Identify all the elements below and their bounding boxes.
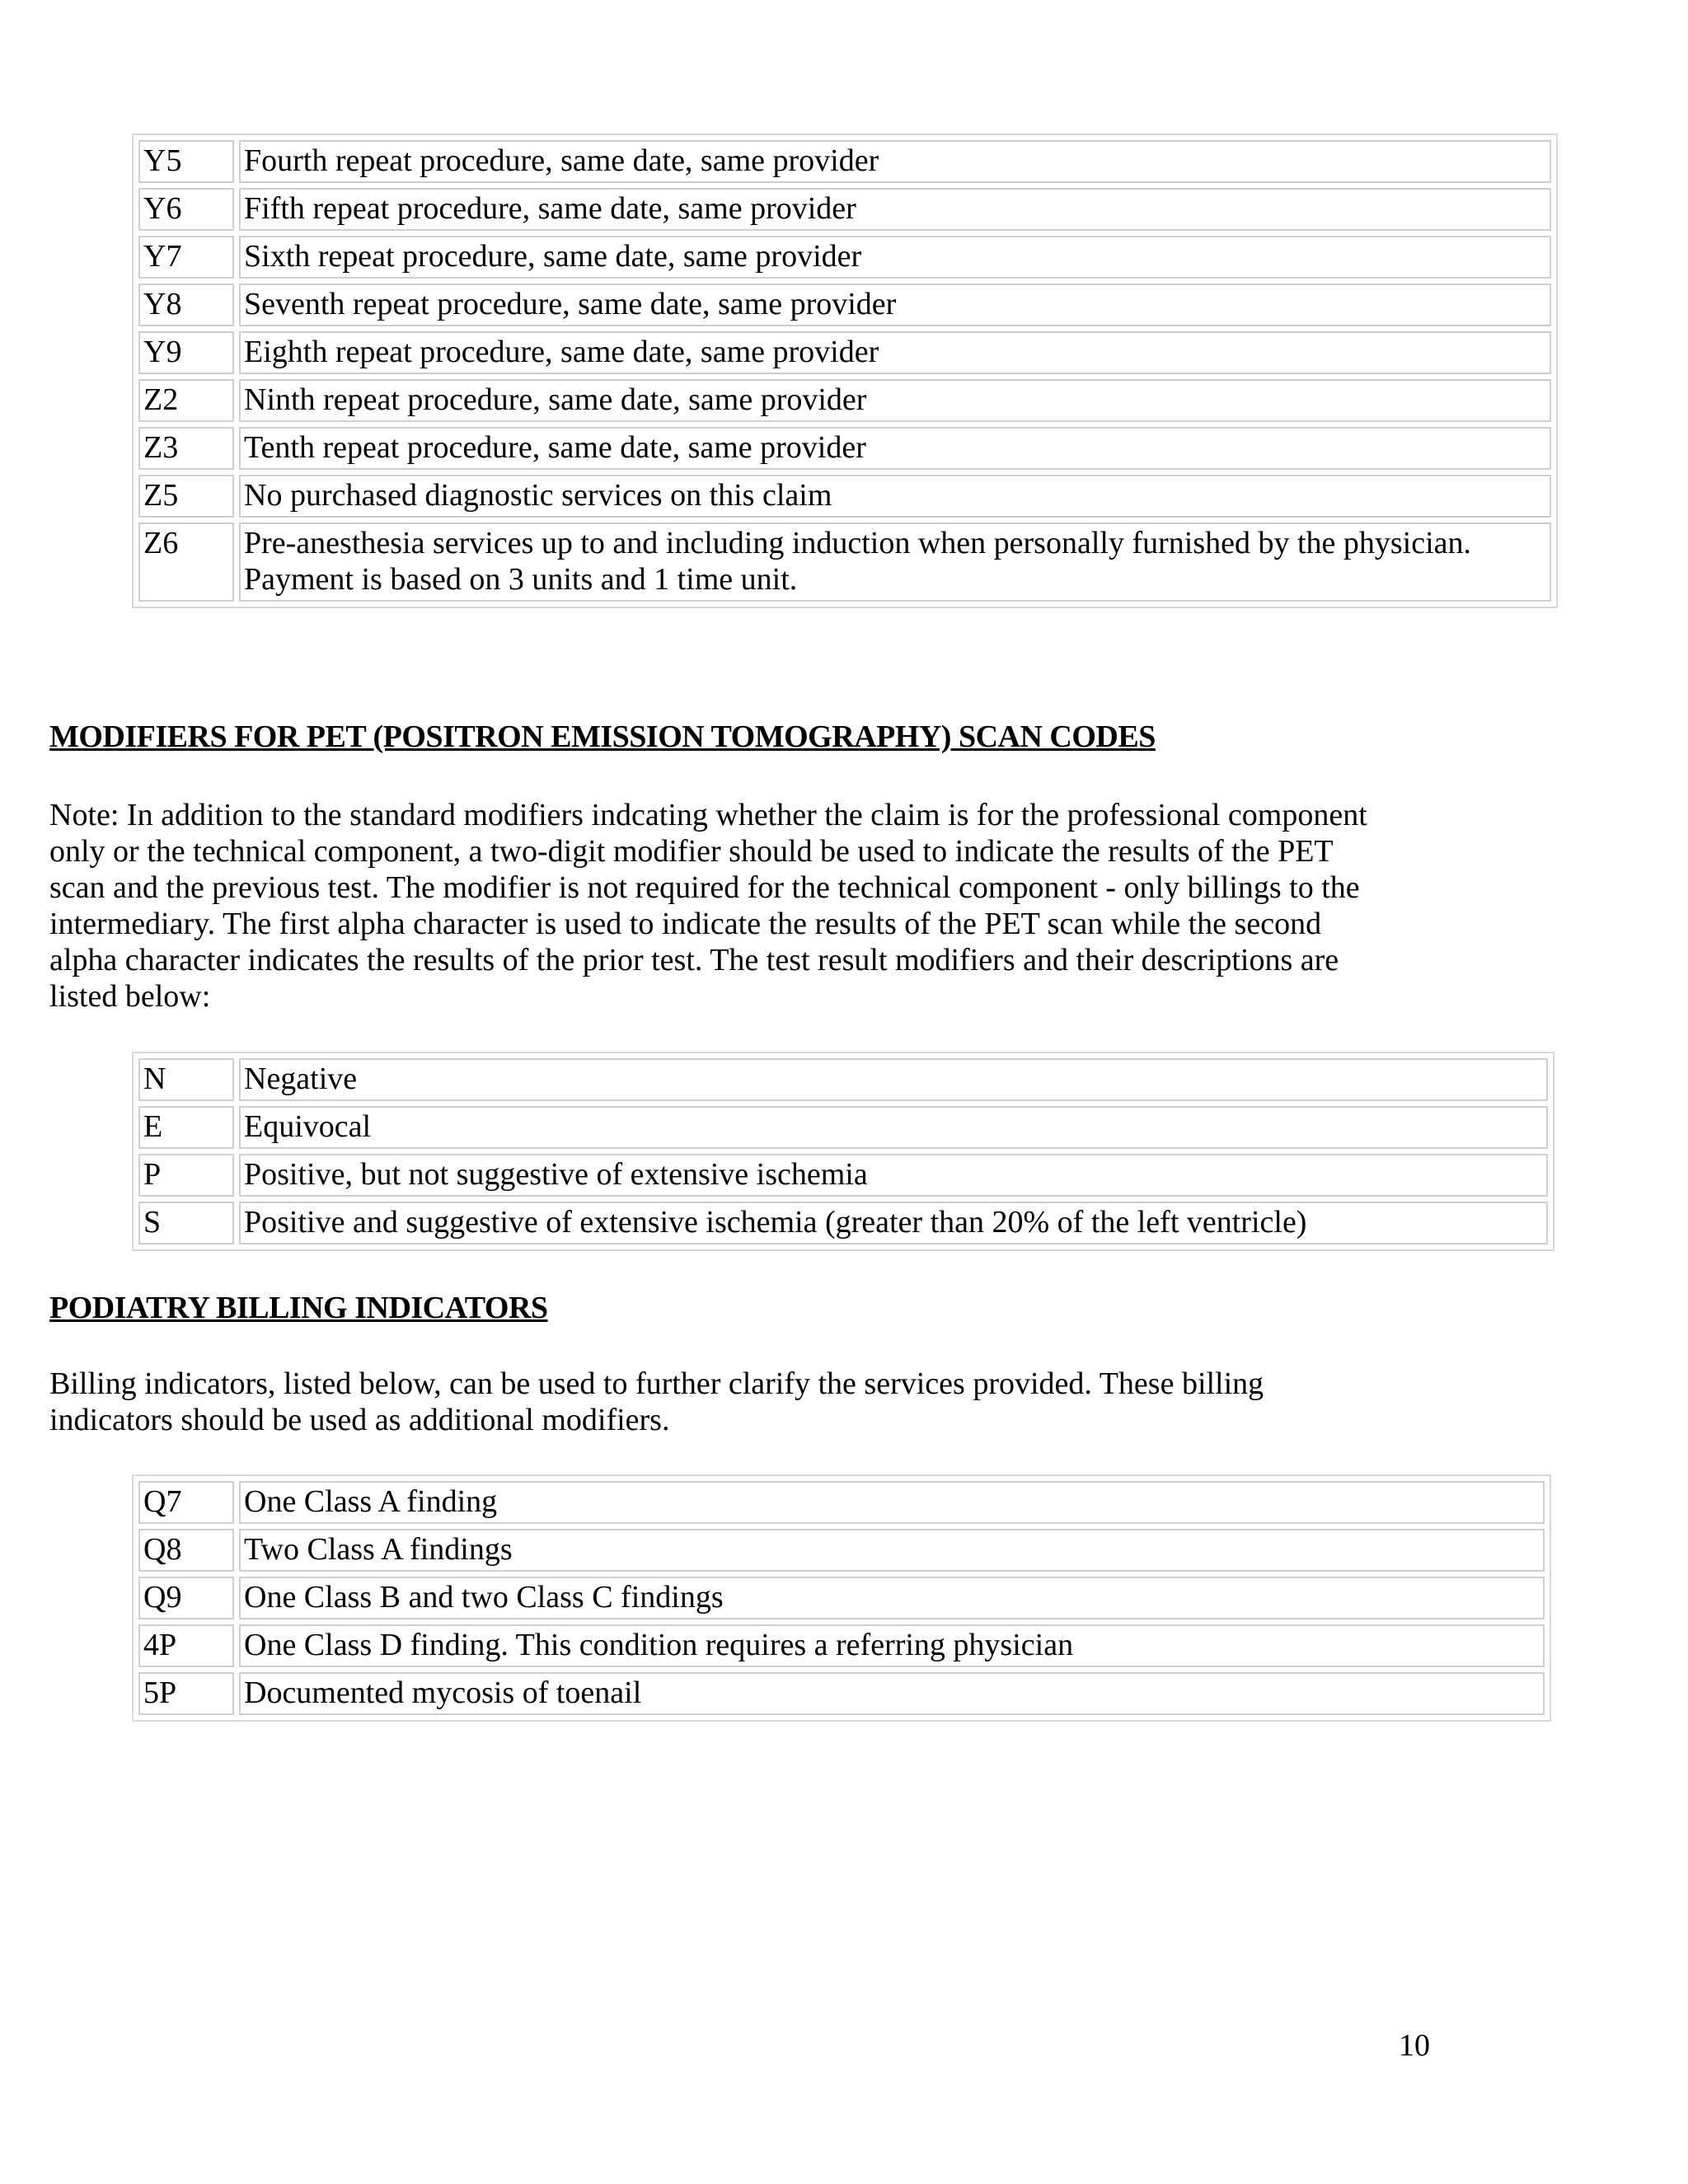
modifier-description: Seventh repeat procedure, same date, same provider [239, 284, 1551, 326]
table-row [138, 1058, 1548, 1101]
table-row [138, 1672, 1545, 1715]
table-row [138, 379, 1551, 422]
pet-modifiers-table [132, 1052, 1554, 1251]
paragraph-line: Billing indicators, listed below, can be used to further clarify the services provided. These billing [49, 1366, 1264, 1401]
modifier-code: Z3 [138, 427, 234, 470]
table-row [138, 236, 1551, 279]
modifier-description: Negative [239, 1058, 1548, 1101]
modifier-code: Y8 [138, 284, 234, 326]
modifier-code: N [138, 1058, 234, 1101]
pet-section-heading: MODIFIERS FOR PET (POSITRON EMISSION TOMOGRAPHY) SCAN CODES [49, 719, 1156, 754]
table-row [138, 1529, 1545, 1572]
table-row [138, 1577, 1545, 1619]
indicator-description: One Class B and two Class C findings [239, 1577, 1545, 1619]
table-row [138, 140, 1551, 183]
table-row [138, 1154, 1548, 1197]
indicator-description: One Class A finding [239, 1481, 1545, 1524]
paragraph-line: scan and the previous test. The modifier is not required for the technical component - only billings to the [49, 870, 1360, 905]
podiatry-section-heading: PODIATRY BILLING INDICATORS [49, 1291, 548, 1325]
table-row [138, 1106, 1548, 1149]
modifier-code: Z5 [138, 475, 234, 518]
table-row [138, 188, 1551, 231]
podiatry-indicators-table [132, 1474, 1551, 1722]
modifier-code: Z2 [138, 379, 234, 422]
table-row [138, 284, 1551, 326]
modifier-code: Y6 [138, 188, 234, 231]
modifier-code: Z6 [138, 523, 234, 602]
indicator-description: Documented mycosis of toenail [239, 1672, 1545, 1715]
modifier-code: S [138, 1202, 234, 1244]
modifier-description: Eighth repeat procedure, same date, same provider [239, 331, 1551, 374]
paragraph-line: intermediary. The first alpha character is used to indicate the results of the PET scan while the second [49, 907, 1322, 941]
modifier-code: Y7 [138, 236, 234, 279]
modifier-description: Fourth repeat procedure, same date, same provider [239, 140, 1551, 183]
paragraph-line: Note: In addition to the standard modifiers indcating whether the claim is for the professional component [49, 798, 1367, 832]
page-number: 10 [1399, 2028, 1430, 2063]
table-row [138, 331, 1551, 374]
table-row [138, 1202, 1548, 1244]
paragraph-line: only or the technical component, a two-digit modifier should be used to indicate the results of the PET [49, 834, 1334, 869]
modifier-description: Equivocal [239, 1106, 1548, 1149]
modifier-description: Sixth repeat procedure, same date, same provider [239, 236, 1551, 279]
table-row [138, 1624, 1545, 1667]
indicator-code: 5P [138, 1672, 234, 1715]
paragraph-line: listed below: [49, 979, 211, 1014]
modifier-code: Y5 [138, 140, 234, 183]
paragraph-line: indicators should be used as additional modifiers. [49, 1403, 670, 1437]
modifier-description: Ninth repeat procedure, same date, same provider [239, 379, 1551, 422]
podiatry-intro-paragraph [49, 1366, 1264, 1438]
modifier-description: Tenth repeat procedure, same date, same provider [239, 427, 1551, 470]
modifier-description: Positive, but not suggestive of extensive ischemia [239, 1154, 1548, 1197]
table-row [138, 427, 1551, 470]
modifier-description [239, 523, 1551, 602]
modifier-code: P [138, 1154, 234, 1197]
modifier-code: E [138, 1106, 234, 1149]
modifier-description-line: Payment is based on 3 units and 1 time unit. [244, 562, 798, 597]
indicator-description: Two Class A findings [239, 1529, 1545, 1572]
pet-note-paragraph [49, 797, 1367, 1015]
repeat-modifiers-table [132, 134, 1558, 608]
indicator-description: One Class D finding. This condition requires a referring physician [239, 1624, 1545, 1667]
table-row [138, 523, 1551, 602]
modifier-description: Positive and suggestive of extensive ischemia (greater than 20% of the left ventricle) [239, 1202, 1548, 1244]
paragraph-line: alpha character indicates the results of the prior test. The test result modifiers and their descriptions are [49, 943, 1339, 977]
modifier-code: Y9 [138, 331, 234, 374]
indicator-code: Q8 [138, 1529, 234, 1572]
indicator-code: Q7 [138, 1481, 234, 1524]
modifier-description-line: Pre-anesthesia services up to and including induction when personally furnished by the physician. [244, 526, 1472, 560]
modifier-description: No purchased diagnostic services on this claim [239, 475, 1551, 518]
table-row [138, 475, 1551, 518]
indicator-code: 4P [138, 1624, 234, 1667]
indicator-code: Q9 [138, 1577, 234, 1619]
table-row [138, 1481, 1545, 1524]
modifier-description: Fifth repeat procedure, same date, same provider [239, 188, 1551, 231]
